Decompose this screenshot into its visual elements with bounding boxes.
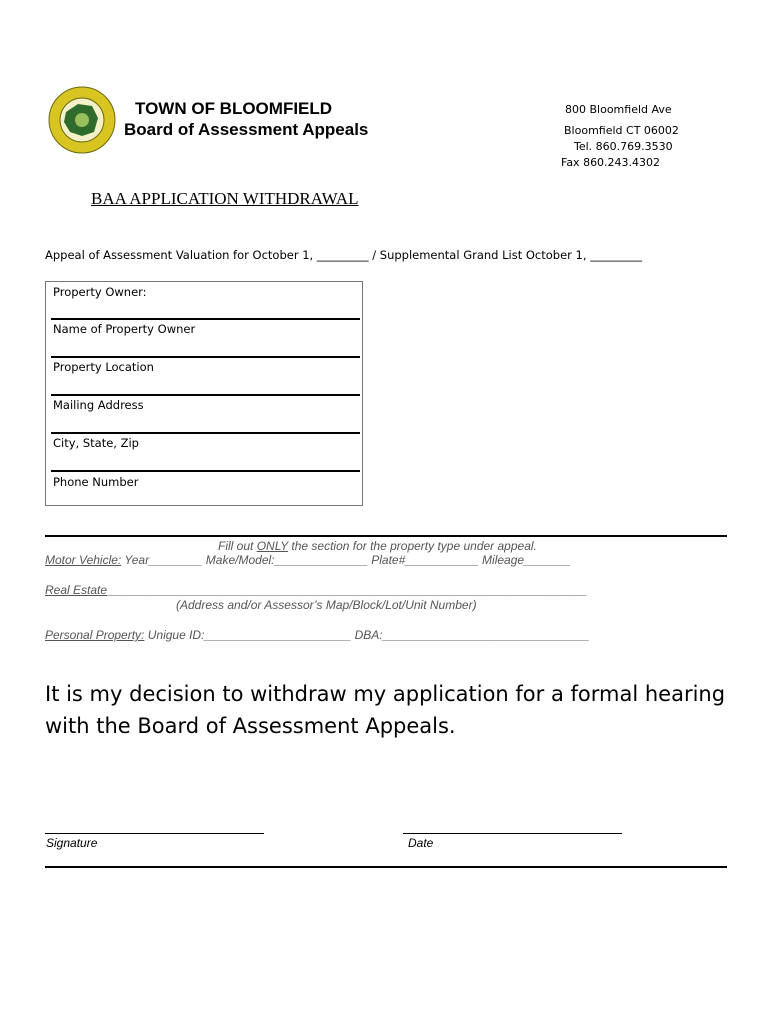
city-state-zip-field[interactable] [51, 470, 360, 472]
motor-vehicle-label: Motor Vehicle: [45, 553, 122, 567]
board-name: Board of Assessment Appeals [124, 120, 369, 139]
date-field[interactable] [403, 833, 622, 834]
personal-property-fields[interactable]: Unigue ID:______________________ DBA:_______________________________ [144, 628, 590, 642]
document-title: BAA APPLICATION WITHDRAWAL [91, 189, 359, 208]
real-estate-row[interactable] [45, 583, 588, 597]
phone-number-label: Phone Number [53, 475, 139, 489]
property-location-label: Property Location [53, 360, 154, 374]
instruction-pre: Fill out [218, 539, 257, 553]
real-estate-field[interactable]: ________________________________________________________________________ [107, 583, 588, 597]
real-estate-label: Real Estate [45, 583, 108, 597]
town-seal-icon [48, 86, 116, 154]
instruction-post: the section for the property type under appeal. [288, 539, 537, 553]
property-owner-label: Property Owner: [53, 285, 147, 299]
section-instruction [218, 539, 537, 553]
address-line-2: Bloomfield CT 06002 [564, 124, 679, 137]
appeal-line: Appeal of Assessment Valuation for October 1, _________ / Supplemental Grand List October 1, _________ [45, 248, 642, 262]
city-state-zip-label: City, State, Zip [53, 436, 139, 450]
personal-property-label: Personal Property: [45, 628, 145, 642]
signature-label: Signature [46, 836, 98, 850]
real-estate-hint: (Address and/or Assessor’s Map/Block/Lot/Unit Number) [176, 598, 477, 612]
section-divider-top [45, 535, 727, 537]
phone-number: Tel. 860.769.3530 [574, 140, 673, 153]
town-name: TOWN OF BLOOMFIELD [135, 99, 333, 118]
fax-number: Fax 860.243.4302 [561, 156, 661, 169]
owner-name-field[interactable] [51, 356, 360, 358]
date-label: Date [408, 836, 434, 850]
personal-property-row[interactable] [45, 628, 589, 642]
property-owner-box [45, 281, 363, 506]
withdrawal-statement: It is my decision to withdraw my application for a formal hearing with the Board of Assessment Appeals. [45, 682, 726, 738]
signature-field[interactable] [45, 833, 264, 834]
property-location-field[interactable] [51, 394, 360, 396]
owner-name-label: Name of Property Owner [53, 322, 196, 336]
motor-vehicle-row[interactable] [45, 553, 571, 567]
mailing-address-label: Mailing Address [53, 398, 144, 412]
address-line-1: 800 Bloomfield Ave [565, 103, 672, 116]
instruction-emphasis: ONLY [256, 539, 289, 553]
section-divider-bottom [45, 866, 727, 868]
mailing-address-field[interactable] [51, 432, 360, 434]
motor-vehicle-fields[interactable]: Year________ Make/Model:______________ Plate#___________ Mileage_______ [121, 553, 571, 567]
property-owner-field[interactable] [51, 318, 360, 320]
